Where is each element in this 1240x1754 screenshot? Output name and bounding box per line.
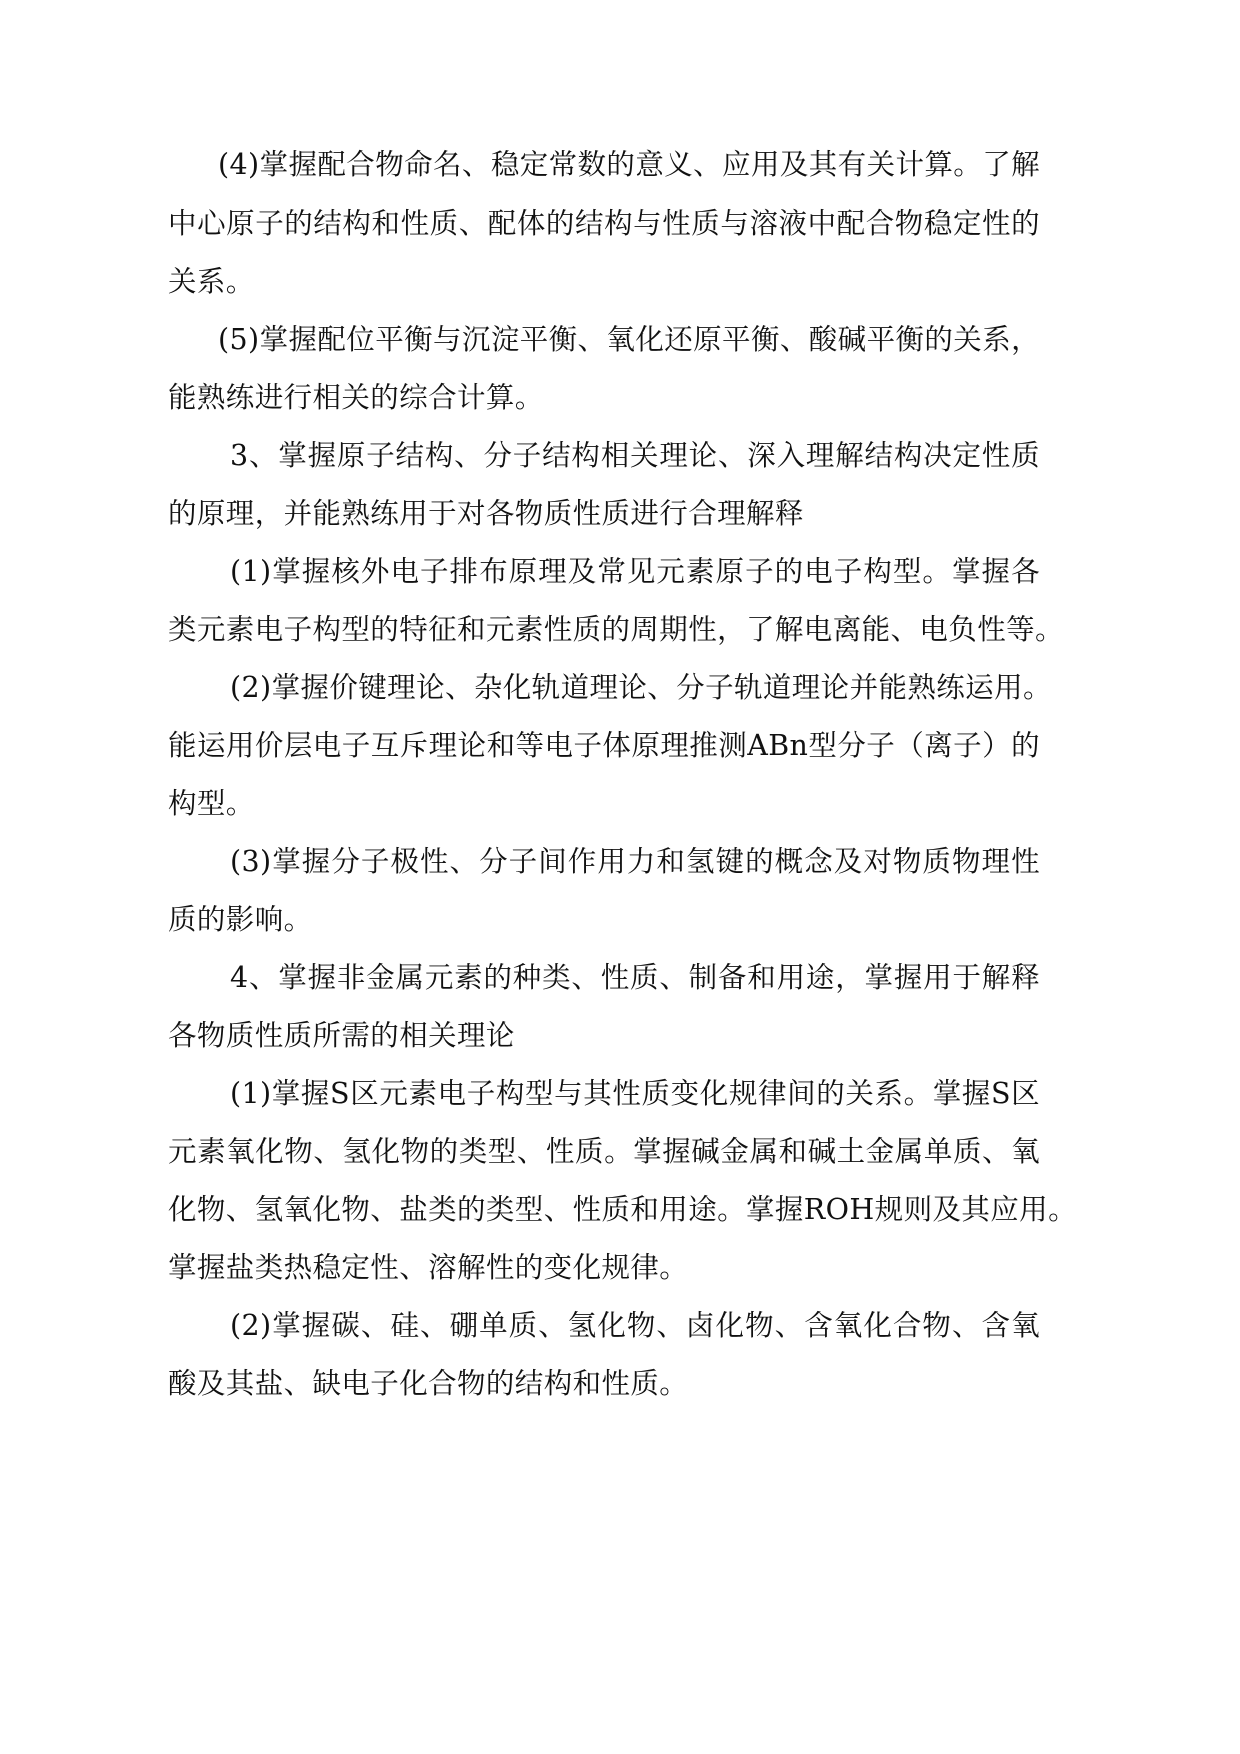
line-text: (1)掌握核外电子排布原理及常见元素原子的电子构型。掌握各 [230,555,1040,588]
line-text: 构型。 [168,787,255,820]
line-text: 3、掌握原子结构、分子结构相关理论、深入理解结构决定性质 [230,439,1040,472]
line-text: 质的影响。 [168,903,313,936]
text-line [0,717,1240,775]
text-line [0,775,1240,833]
line-text: 元素氧化物、氢化物的类型、性质。掌握碱金属和碱土金属单质、氧 [168,1135,1040,1168]
text-line [0,601,1240,659]
text-line [0,833,1240,891]
line-text: 4、掌握非金属元素的种类、性质、制备和用途，掌握用于解释 [230,961,1040,994]
text-line [0,369,1240,427]
text-line [0,891,1240,949]
line-text: (5)掌握配位平衡与沉淀平衡、氧化还原平衡、酸碱平衡的关系， [218,323,1040,356]
line-text: (2)掌握碳、硅、硼单质、氢化物、卤化物、含氧化合物、含氧 [230,1309,1040,1342]
section-heading-line [0,485,1240,543]
text-line [0,253,1240,311]
line-text: 类元素电子构型的特征和元素性质的周期性，了解电离能、电负性等。 [168,613,1064,646]
text-line [0,311,1240,369]
line-text: (4)掌握配合物命名、稳定常数的意义、应用及其有关计算。了解 [218,148,1040,181]
line-text: 能熟练进行相关的综合计算。 [168,381,544,414]
text-line [0,1065,1240,1123]
line-text: (2)掌握价键理论、杂化轨道理论、分子轨道理论并能熟练运用。 [230,671,1052,704]
text-line [0,1239,1240,1297]
line-text: 中心原子的结构和性质、配体的结构与性质与溶液中配合物稳定性的 [168,207,1040,240]
text-line [0,1297,1240,1355]
line-text: (1)掌握S区元素电子构型与其性质变化规律间的关系。掌握S区 [230,1077,1040,1110]
line-text: (3)掌握分子极性、分子间作用力和氢键的概念及对物质物理性 [230,845,1040,878]
section-heading-line [0,427,1240,485]
line-text: 能运用价层电子互斥理论和等电子体原理推测ABn型分子（离子）的 [168,729,1040,762]
line-text: 化物、氢氧化物、盐类的类型、性质和用途。掌握ROH规则及其应用。 [168,1193,1077,1226]
section-heading-line [0,949,1240,1007]
line-text: 掌握盐类热稳定性、溶解性的变化规律。 [168,1251,689,1284]
text-line [0,659,1240,717]
text-line [0,1355,1240,1413]
text-line [0,1123,1240,1181]
text-line [0,195,1240,253]
text-line [0,1181,1240,1239]
section-heading-line [0,1007,1240,1065]
text-line [0,543,1240,601]
line-text: 酸及其盐、缺电子化合物的结构和性质。 [168,1367,689,1400]
line-text: 各物质性质所需的相关理论 [168,1019,515,1052]
line-text: 关系。 [168,265,255,298]
line-text: 的原理，并能熟练用于对各物质性质进行合理解释 [168,497,804,530]
text-line [0,136,1240,194]
